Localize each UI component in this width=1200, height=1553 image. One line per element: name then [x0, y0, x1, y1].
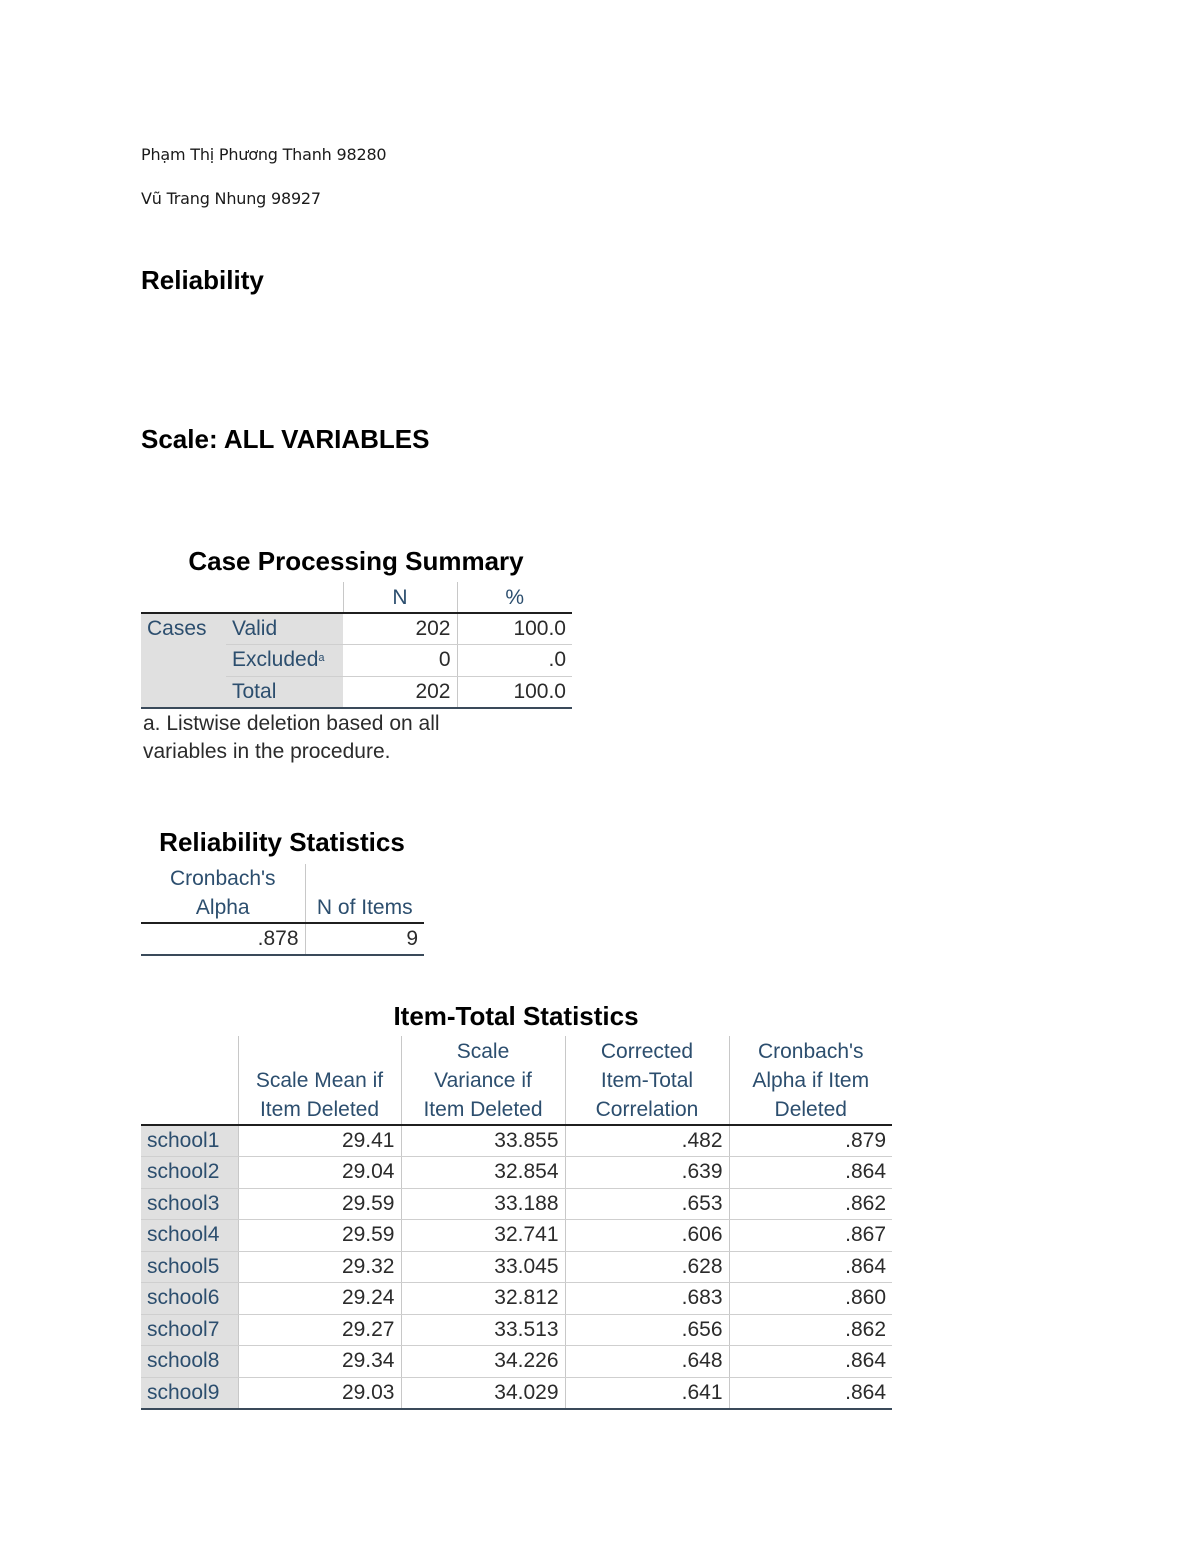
cell-scale-variance: 33.855: [401, 1125, 565, 1157]
row-label: Valid: [226, 613, 343, 644]
cell-scale-mean: 29.59: [238, 1220, 401, 1252]
table-row: [141, 1188, 892, 1220]
cell-item-name: school7: [141, 1314, 238, 1346]
table-row: [141, 1157, 892, 1189]
cell-scale-mean: 29.27: [238, 1314, 401, 1346]
case-processing-footnote: a. Listwise deletion based on all variables in the procedure.: [143, 712, 440, 763]
cell-item-name: school9: [141, 1377, 238, 1409]
cell-alpha-if-deleted: .860: [729, 1283, 892, 1315]
cell-corrected-correlation: .628: [565, 1251, 729, 1283]
cell-item-name: school5: [141, 1251, 238, 1283]
cell-item-name: school3: [141, 1188, 238, 1220]
cell-corrected-correlation: .482: [565, 1125, 729, 1157]
row-label: Excluded$^a$: [226, 644, 343, 676]
table-row: [141, 1314, 892, 1346]
case-processing-table: [141, 582, 572, 709]
cell-scale-variance: 32.854: [401, 1157, 565, 1189]
table-row: [141, 1346, 892, 1378]
cell-item-name: school2: [141, 1157, 238, 1189]
cell-scale-mean: 29.24: [238, 1283, 401, 1315]
cell-scale-variance: 33.513: [401, 1314, 565, 1346]
cell-corrected-correlation: .653: [565, 1188, 729, 1220]
cell-item-name: school6: [141, 1283, 238, 1315]
cell-n: 202: [343, 613, 457, 644]
cell-alpha-if-deleted: .864: [729, 1251, 892, 1283]
cell-scale-mean: 29.59: [238, 1188, 401, 1220]
cell-alpha: .878: [141, 923, 305, 955]
table-row: [141, 676, 572, 708]
cell-corrected-correlation: .683: [565, 1283, 729, 1315]
section-title: Reliability: [141, 265, 264, 295]
cell-scale-mean: 29.41: [238, 1125, 401, 1157]
cell-corrected-correlation: .648: [565, 1346, 729, 1378]
col-header-scale-mean: Scale Mean if Item Deleted: [238, 1036, 401, 1125]
table-row: [141, 613, 572, 644]
item-total-statistics-table: [141, 1036, 892, 1410]
cell-corrected-correlation: .606: [565, 1220, 729, 1252]
cell-alpha-if-deleted: .864: [729, 1377, 892, 1409]
cell-percent: .0: [457, 644, 572, 676]
col-header-n: N: [343, 582, 457, 613]
table-row: [141, 1283, 892, 1315]
table-row: [141, 1377, 892, 1409]
cell-scale-mean: 29.34: [238, 1346, 401, 1378]
cell-corrected-correlation: .641: [565, 1377, 729, 1409]
table-row: [141, 923, 424, 955]
row-label: Total: [226, 676, 343, 708]
cell-alpha-if-deleted: .862: [729, 1188, 892, 1220]
cell-alpha-if-deleted: .864: [729, 1157, 892, 1189]
cell-corrected-correlation: .639: [565, 1157, 729, 1189]
col-header-alpha-if-deleted: Cronbach's Alpha if Item Deleted: [729, 1036, 892, 1125]
cell-alpha-if-deleted: .864: [729, 1346, 892, 1378]
reliability-statistics-title: Reliability Statistics: [159, 827, 405, 857]
cell-percent: 100.0: [457, 676, 572, 708]
item-total-statistics-title: Item-Total Statistics: [393, 1001, 639, 1031]
cell-alpha-if-deleted: .862: [729, 1314, 892, 1346]
cell-alpha-if-deleted: .867: [729, 1220, 892, 1252]
table-row: [141, 644, 572, 676]
col-header-percent: %: [457, 582, 572, 613]
cell-n: 0: [343, 644, 457, 676]
cell-scale-mean: 29.32: [238, 1251, 401, 1283]
table-row: [141, 1125, 892, 1157]
cell-scale-variance: 33.045: [401, 1251, 565, 1283]
cell-scale-variance: 33.188: [401, 1188, 565, 1220]
cell-scale-mean: 29.03: [238, 1377, 401, 1409]
cell-scale-variance: 34.226: [401, 1346, 565, 1378]
cell-item-name: school4: [141, 1220, 238, 1252]
cell-percent: 100.0: [457, 613, 572, 644]
table-row: [141, 1251, 892, 1283]
cases-label: Cases: [141, 613, 226, 644]
col-header-cronbach-alpha: Cronbach's Alpha: [169, 867, 276, 919]
reliability-statistics-table: [141, 864, 424, 956]
table-row: [141, 1220, 892, 1252]
header-row: [141, 1036, 892, 1125]
cell-scale-variance: 34.029: [401, 1377, 565, 1409]
author-line-1: Phạm Thị Phương Thanh 98280: [141, 145, 387, 164]
cell-scale-variance: 32.741: [401, 1220, 565, 1252]
cell-n: 202: [343, 676, 457, 708]
cell-scale-mean: 29.04: [238, 1157, 401, 1189]
cell-scale-variance: 32.812: [401, 1283, 565, 1315]
col-header-scale-variance: Scale Variance if Item Deleted: [401, 1036, 565, 1125]
cell-item-name: school1: [141, 1125, 238, 1157]
col-header-corrected-correlation: Corrected Item-Total Correlation: [565, 1036, 729, 1125]
cell-item-name: school8: [141, 1346, 238, 1378]
cell-n-of-items: 9: [305, 923, 424, 955]
cell-alpha-if-deleted: .879: [729, 1125, 892, 1157]
scale-title: Scale: ALL VARIABLES: [141, 424, 430, 454]
case-processing-title: Case Processing Summary: [188, 546, 524, 576]
cell-corrected-correlation: .656: [565, 1314, 729, 1346]
col-header-n-of-items: N of Items: [305, 864, 424, 923]
author-line-2: Vũ Trang Nhung 98927: [141, 189, 321, 208]
